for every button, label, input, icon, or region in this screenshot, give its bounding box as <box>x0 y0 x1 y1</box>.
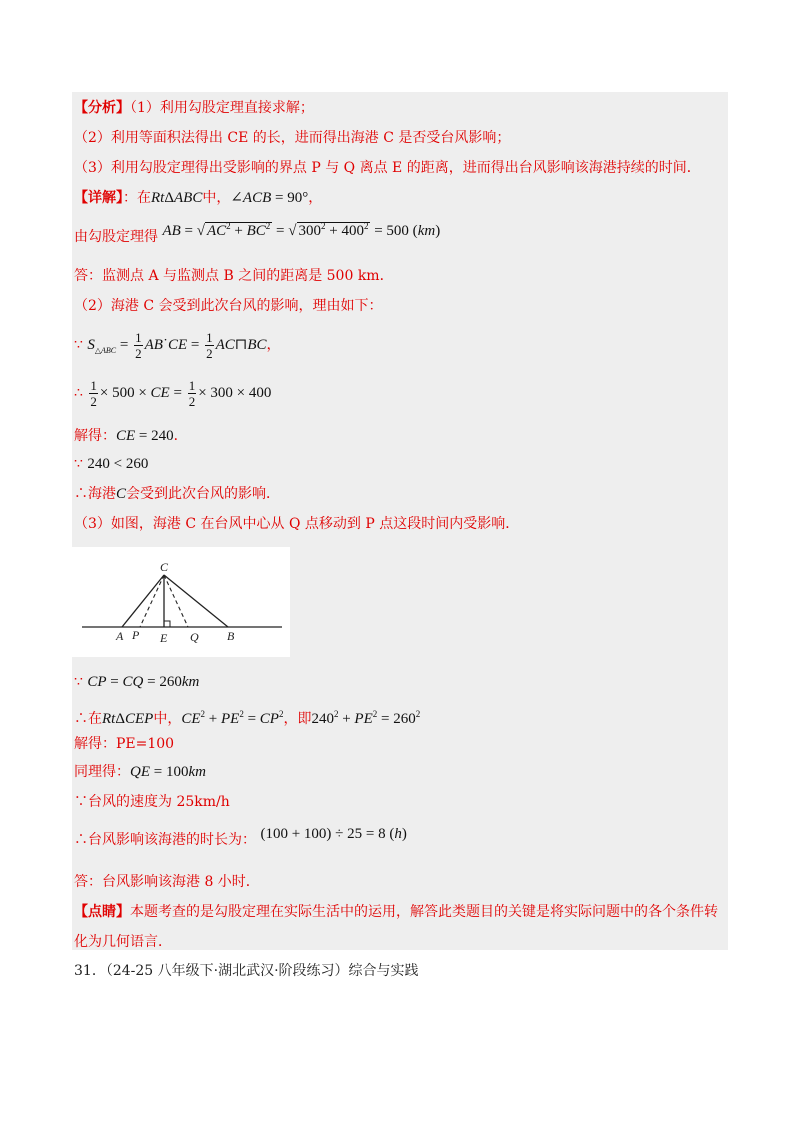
qe-line: 同理得：QE = 100km <box>74 764 206 780</box>
answer-1: 答：监测点 A 与监测点 B 之间的距离是 500 km． <box>74 268 394 284</box>
label-c: C <box>160 560 169 574</box>
comment-line-1: 【点睛】本题考查的是勾股定理在实际生活中的运用，解答此类题目的关键是将实际问题中的各个条件转 <box>74 904 718 920</box>
speed-line: ∵台风的速度为 25km/h <box>74 794 230 810</box>
conclusion-2: ∴海港C会受到此次台风的影响． <box>74 486 281 502</box>
label-a: A <box>116 629 124 643</box>
geometry-figure <box>72 547 290 657</box>
pe-line: 解得：PE=100 <box>74 736 175 752</box>
ce-line: 解得：CE = 240． <box>74 428 188 444</box>
compare-line: ∵ 240 < 260 <box>74 456 149 472</box>
part-3-title: （3）如图，海港 C 在台风中心从 Q 点移动到 P 点这段时间内受影响． <box>74 516 520 532</box>
comment-line-2: 化为几何语言． <box>74 934 172 950</box>
cep-line: ∴在RtΔCEP中，$CE^2 + PE^2 = CP^2$，即$240^2 + PE^2 = 260^2$ <box>74 709 421 727</box>
substitution-line: ∴ $\frac{1}{2}$ × 500 × CE = $\frac{1}{2}$ × 300 × 400 <box>74 378 272 409</box>
detail-line: 【详解】：在RtΔABC中，∠ACB = 90°， <box>74 190 323 206</box>
label-p: P <box>132 628 140 642</box>
area-line: ∵ $S_{\triangle ABC}$ = $\frac{1}{2}$ AB˙CE = $\frac{1}{2}$ AC⊓BC， <box>74 330 281 361</box>
label-e: E <box>160 631 168 645</box>
analysis-line-3: （3）利用勾股定理得出受影响的界点 P 与 Q 离点 E 的距离，进而得出台风影响该海港持续的时间． <box>74 160 701 176</box>
label-q: Q <box>190 630 199 644</box>
duration-line: ∴台风影响该海港的时长为： (100 + 100) ÷ 25 = 8 (h) <box>74 826 407 848</box>
cp-line: ∵ CP = CQ = 260km <box>74 674 200 690</box>
analysis-line-2: （2）利用等面积法得出 CE 的长，进而得出海港 C 是否受台风影响； <box>74 130 511 146</box>
part-2-title: （2）海港 C 会受到此次台风的影响，理由如下： <box>74 298 383 314</box>
question-31: 31．（24-25 八年级下·湖北武汉·阶段练习）综合与实践 <box>74 963 419 979</box>
analysis-line-1: 【分析】（1）利用勾股定理直接求解； <box>74 100 314 116</box>
pythagoras-line: 由勾股定理得 AB = √ $AC^2 + BC^2$ = √ $300^2 + 400^2 = 500$ (km) <box>74 221 441 245</box>
label-b: B <box>227 629 235 643</box>
answer-3: 答：台风影响该海港 8 小时． <box>74 874 260 890</box>
